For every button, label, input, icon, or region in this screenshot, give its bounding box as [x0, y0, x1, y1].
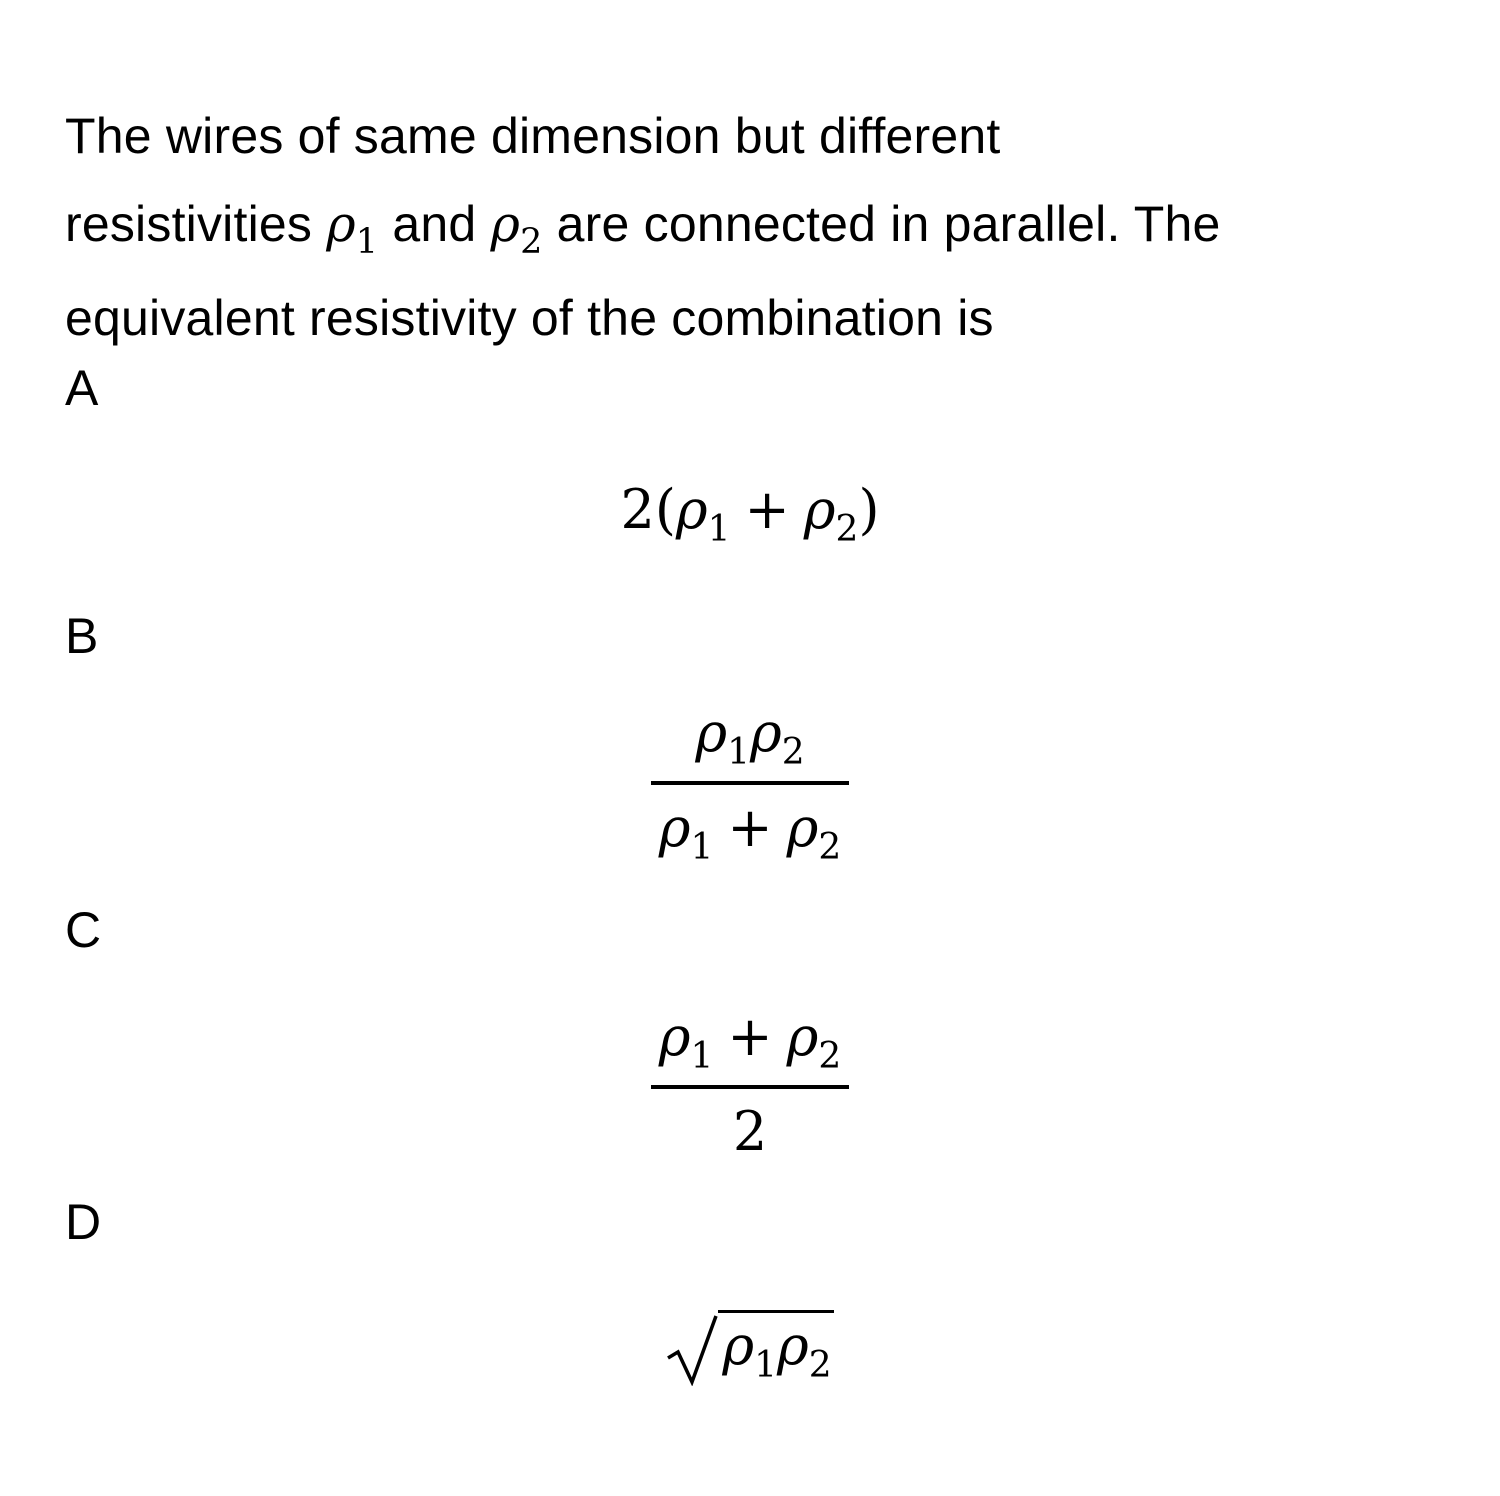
question-line-3: equivalent resistivity of the combination is [65, 290, 994, 346]
square-root [666, 1310, 833, 1386]
fraction-numerator: $\rho_1\rho_2$ [695, 701, 805, 773]
radicand: $\rho_1\rho_2$ [718, 1310, 833, 1386]
question-line-2-end: are connected in parallel. The [556, 196, 1221, 252]
fraction [651, 700, 850, 868]
fraction-denominator: 2 [732, 1100, 768, 1163]
question-text [65, 92, 1445, 362]
fraction-bar [651, 1085, 850, 1089]
fraction-numerator: $\rho_1 + \rho_2$ [658, 1005, 842, 1077]
option-b-label[interactable]: B [65, 608, 99, 664]
question-line-2-and: and [378, 196, 491, 252]
option-a-expression[interactable]: $2(\rho_1 + \rho_2)$ [620, 478, 880, 550]
fraction-bar [651, 781, 850, 785]
option-d-expression[interactable] [0, 1310, 1500, 1399]
option-c-expression[interactable] [0, 1004, 1500, 1165]
option-a-label[interactable]: A [65, 360, 99, 416]
option-c-label[interactable]: C [65, 902, 102, 958]
radical-sign-icon [666, 1314, 718, 1386]
fraction-denominator: $\rho_1 + \rho_2$ [658, 796, 842, 868]
option-b-expression[interactable] [0, 700, 1500, 868]
option-d-label[interactable]: D [65, 1194, 102, 1250]
question-line-2-start: resistivities [65, 196, 327, 252]
rho-2-symbol: $\rho_2$ [490, 195, 543, 262]
question-line-2 [65, 180, 1445, 274]
fraction [651, 1004, 850, 1165]
rho-1-symbol: $\rho_1$ [326, 195, 379, 262]
question-line-1: The wires of same dimension but different [65, 108, 1001, 164]
